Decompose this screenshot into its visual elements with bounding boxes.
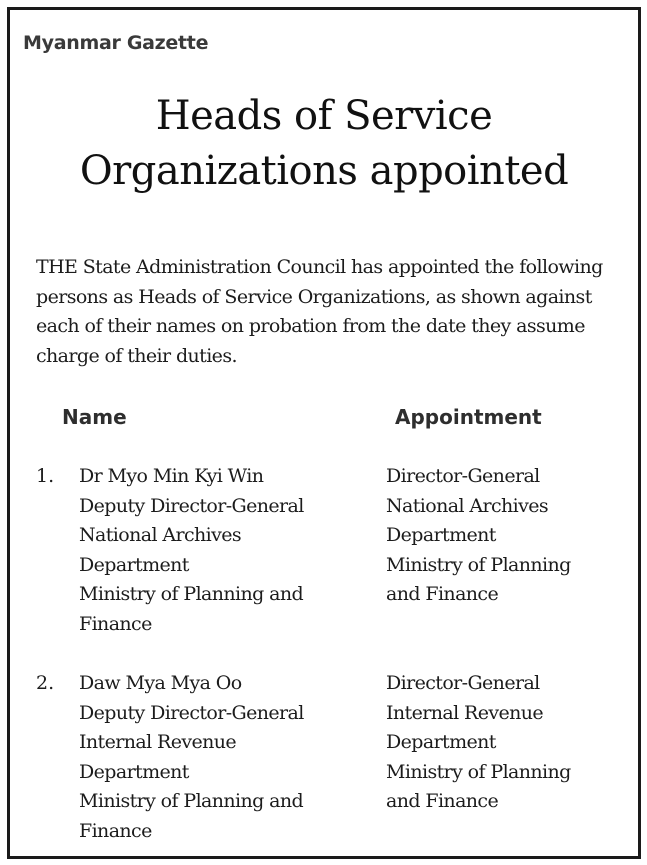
current-post-line: Finance xyxy=(79,612,152,635)
appointment-line: Ministry of Planning xyxy=(386,760,571,783)
current-post-line: Internal Revenue xyxy=(79,731,237,753)
appointment-line: Director-General xyxy=(386,465,540,487)
appointment-line: Department xyxy=(386,731,496,753)
entry-appointment-block xyxy=(386,462,626,610)
column-header-name: Name xyxy=(62,405,127,429)
current-post-line: Finance xyxy=(79,819,152,842)
intro-line: each of their names on probation from the date they assume xyxy=(36,315,585,337)
appointment-line: National Archives xyxy=(386,494,549,517)
entry-number: 2. xyxy=(36,672,55,694)
appointment-line: and Finance xyxy=(386,583,499,605)
headline xyxy=(10,89,638,199)
current-post-line: Ministry of Planning and xyxy=(79,583,304,605)
current-post-line: Deputy Director-General xyxy=(79,494,304,517)
headline-line-2: Organizations appointed xyxy=(79,148,569,194)
appointment-line: Internal Revenue xyxy=(386,701,544,724)
appointment-line: Director-General xyxy=(386,672,540,694)
entry-appointment-block xyxy=(386,669,626,817)
intro-line: persons as Heads of Service Organizations, as shown against xyxy=(36,285,592,308)
appointee-name: Dr Myo Min Kyi Win xyxy=(79,465,264,487)
intro-line: charge of their duties. xyxy=(36,344,237,367)
entry-name-block xyxy=(79,669,369,846)
masthead: Myanmar Gazette xyxy=(23,32,209,54)
current-post-line: Department xyxy=(79,760,189,783)
intro-paragraph xyxy=(36,253,636,371)
gazette-notice-frame xyxy=(7,7,641,859)
appointment-line: and Finance xyxy=(386,790,499,812)
column-header-appointment: Appointment xyxy=(395,405,542,429)
current-post-line: Department xyxy=(79,553,189,576)
entry-name-block xyxy=(79,462,369,639)
appointment-line: Ministry of Planning xyxy=(386,553,571,576)
appointee-name: Daw Mya Mya Oo xyxy=(79,672,242,694)
current-post-line: Ministry of Planning and xyxy=(79,790,304,812)
intro-line: THE State Administration Council has appointed the following xyxy=(36,256,603,278)
headline-line-1: Heads of Service xyxy=(155,93,493,139)
current-post-line: National Archives xyxy=(79,524,242,546)
current-post-line: Deputy Director-General xyxy=(79,701,304,724)
entry-number: 1. xyxy=(36,465,55,487)
appointment-line: Department xyxy=(386,524,496,546)
